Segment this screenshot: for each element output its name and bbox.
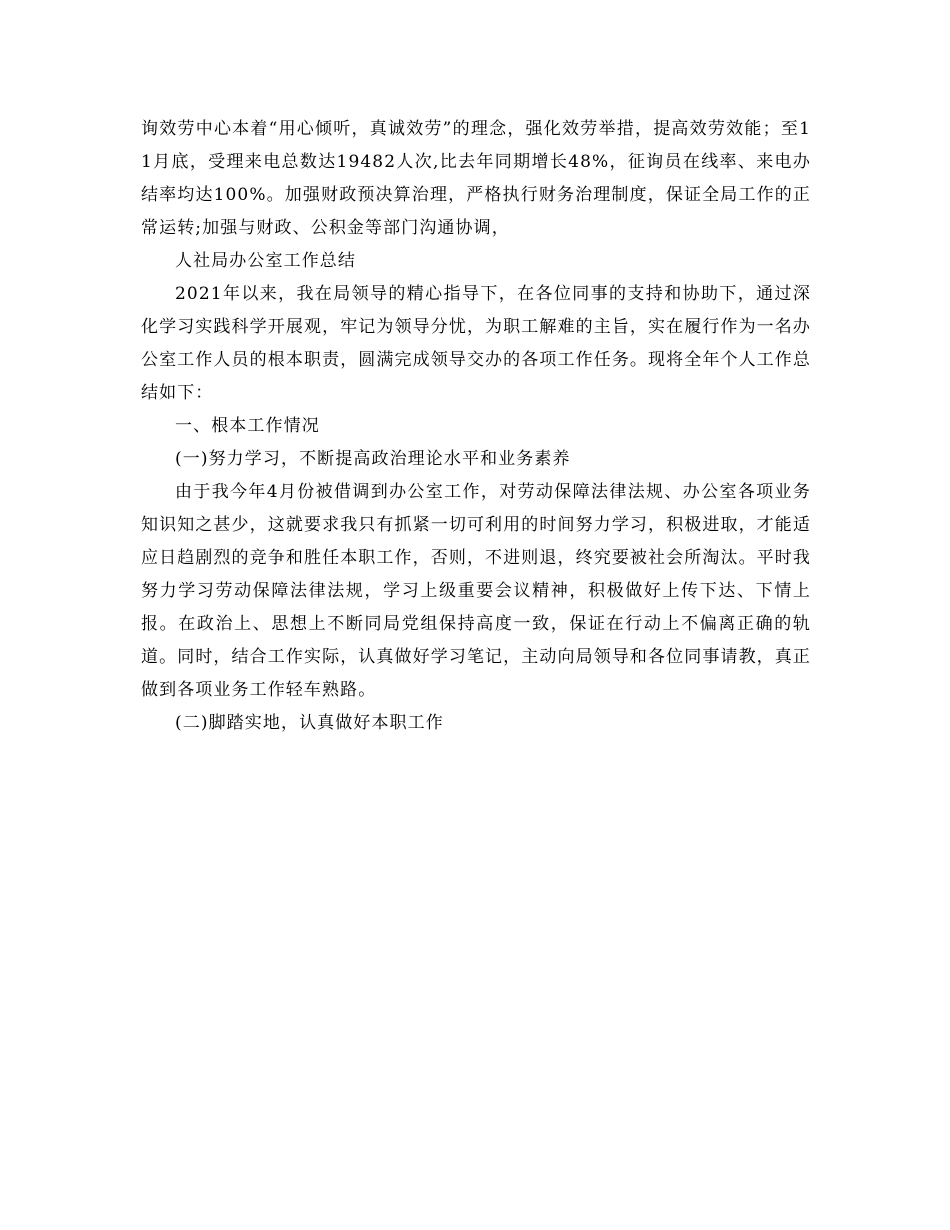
section-heading-basic-work: 一、根本工作情况: [175, 416, 320, 436]
document-body: [141, 113, 811, 740]
paragraph-continued-intro: 询效劳中心本着“用心倾听，真诚效劳”的理念，强化效劳举措，提高效劳效能；至11月底，受理来电总数达19482人次,比去年同期增长48%，征询员在线率、来电办结率均达100%。加强财政预决算治理，严格执行财务治理制度，保证全局工作的正常运转;加强与财政、公积金等部门沟通协调，: [141, 119, 811, 238]
subsection-heading-duties: (二)脚踏实地，认真做好本职工作: [175, 713, 444, 733]
paragraph-opening: 2021年以来，我在局领导的精心指导下，在各位同事的支持和协助下，通过深化学习实践科学开展观，牢记为领导分忧，为职工解难的主旨，实在履行作为一名办公室工作人员的根本职责，圆满完成领导交办的各项工作任务。现将全年个人工作总结如下：: [141, 284, 811, 403]
document-title: 人社局办公室工作总结: [175, 251, 356, 271]
paragraph-study: 由于我今年4月份被借调到办公室工作，对劳动保障法律法规、办公室各项业务知识知之甚少，这就要求我只有抓紧一切可利用的时间努力学习，积极进取，才能适应日趋剧烈的竞争和胜任本职工作，否则，不进则退，终究要被社会所淘汰。平时我努力学习劳动保障法律法规，学习上级重要会议精神，积极做好上传下达、下情上报。在政治上、思想上不断同局党组保持高度一致，保证在行动上不偏离正确的轨道。同时，结合工作实际，认真做好学习笔记，主动向局领导和各位同事请教，真正做到各项业务工作轻车熟路。: [141, 482, 811, 700]
subsection-heading-study: (一)努力学习，不断提高政治理论水平和业务素养: [175, 449, 571, 469]
